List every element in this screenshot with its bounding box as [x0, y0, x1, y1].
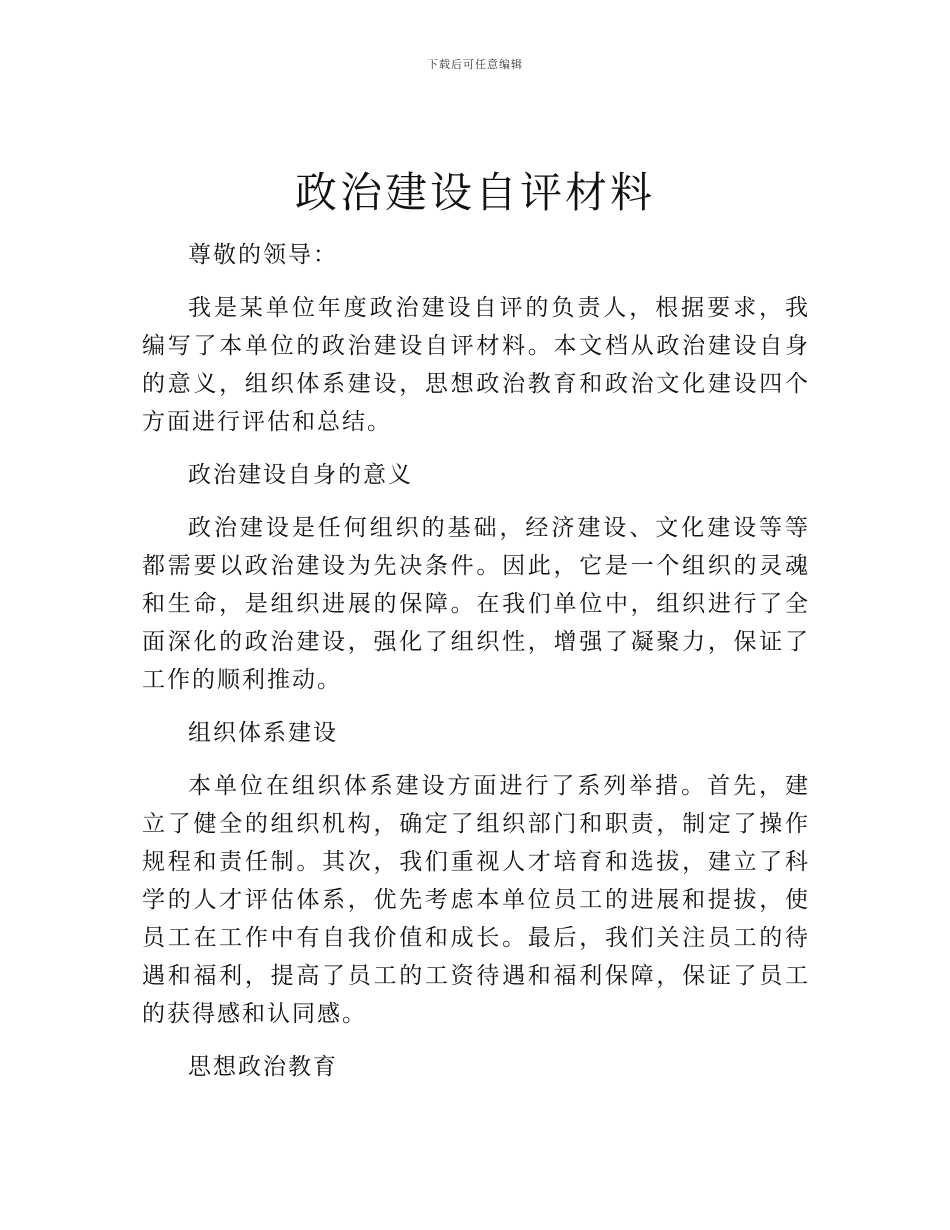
paragraph-intro: 我是某单位年度政治建设自评的负责人，根据要求，我编写了本单位的政治建设自评材料。本文档从政治建设自身的意义，组织体系建设，思想政治教育和政治文化建设四个方面进行评估和总结。	[142, 295, 810, 435]
section-heading-significance: 政治建设自身的意义	[188, 462, 413, 488]
paragraph-organization: 本单位在组织体系建设方面进行了系列举措。首先，建立了健全的组织机构，确定了组织部门和职责，制定了操作规程和责任制。其次，我们重视人才培育和选拔，建立了科学的人才评估体系，优先考虑本单位员工的进展和提拔，使员工在工作中有自我价值和成长。最后，我们关注员工的待遇和福利，提高了员工的工资待遇和福利保障，保证了员工的获得感和认同感。	[142, 773, 810, 1027]
salutation: 尊敬的领导：	[188, 242, 338, 268]
header-note: 下载后可任意编辑	[427, 58, 523, 71]
section-heading-organization: 组织体系建设	[188, 720, 338, 746]
paragraph-significance: 政治建设是任何组织的基础，经济建设、文化建设等等都需要以政治建设为先决条件。因此，它是一个组织的灵魂和生命，是组织进展的保障。在我们单位中，组织进行了全面深化的政治建设，强化了组织性，增强了凝聚力，保证了工作的顺利推动。	[142, 515, 810, 693]
document-body	[142, 236, 810, 1101]
section-heading-ideological-education: 思想政治教育	[188, 1054, 338, 1080]
document-title: 政治建设自评材料	[294, 168, 655, 217]
